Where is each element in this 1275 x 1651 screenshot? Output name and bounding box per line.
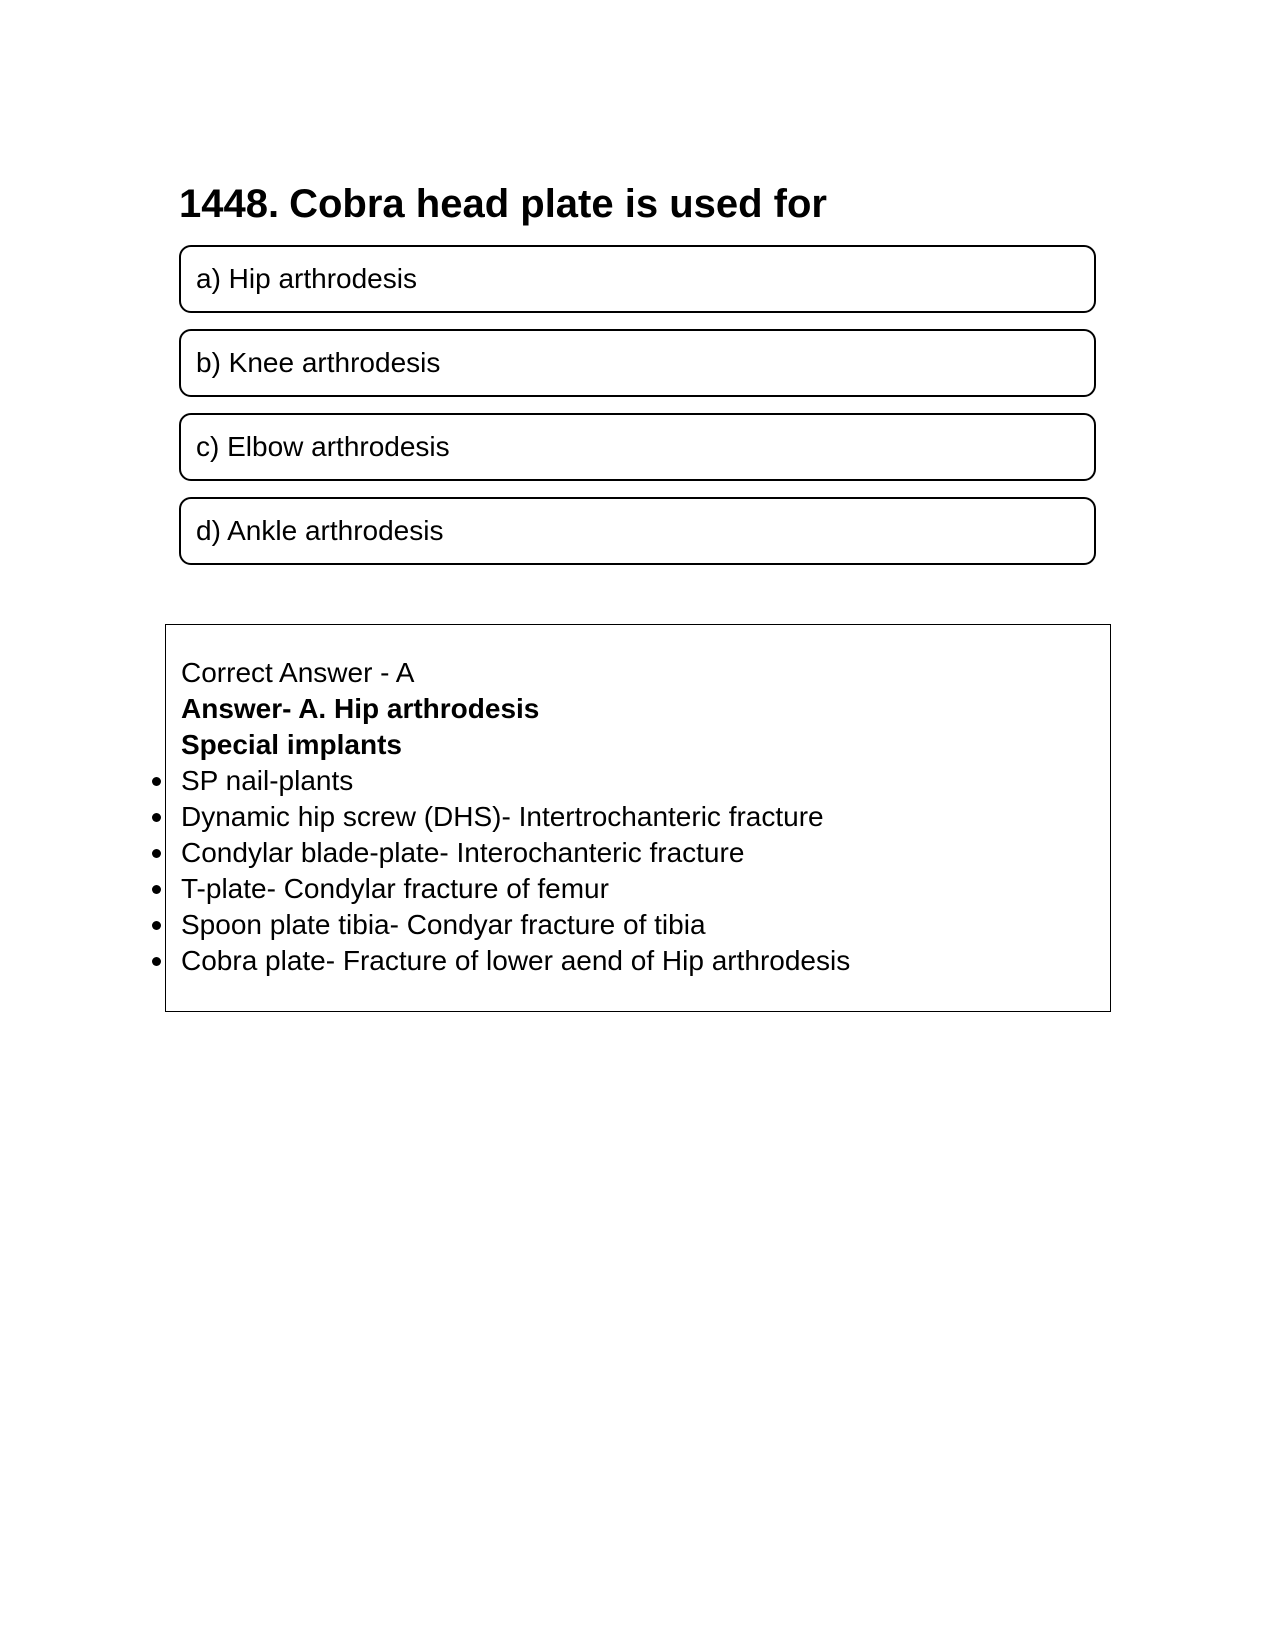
option-d[interactable]: d) Ankle arthrodesis [179,497,1096,565]
option-a[interactable]: a) Hip arthrodesis [179,245,1096,313]
answer-explanation-title: Answer- A. Hip arthrodesis [181,693,540,724]
question-heading [179,178,827,230]
option-b[interactable]: b) Knee arthrodesis [179,329,1096,397]
list-item: Cobra plate- Fracture of lower aend of Hip arthrodesis [181,943,850,979]
implants-list [181,763,850,979]
list-item: Dynamic hip screw (DHS)- Intertrochanteric fracture [181,799,850,835]
answer-content [181,655,850,979]
list-item: SP nail-plants [181,763,850,799]
question-text: Cobra head plate is used for [289,182,827,226]
list-item: Condylar blade-plate- Interochanteric fracture [181,835,850,871]
special-implants-heading: Special implants [181,729,402,760]
list-item: Spoon plate tibia- Condyar fracture of tibia [181,907,850,943]
option-c[interactable]: c) Elbow arthrodesis [179,413,1096,481]
correct-answer-text: Correct Answer - A [181,657,415,688]
question-number: 1448. [179,182,280,226]
list-item: T-plate- Condylar fracture of femur [181,871,850,907]
